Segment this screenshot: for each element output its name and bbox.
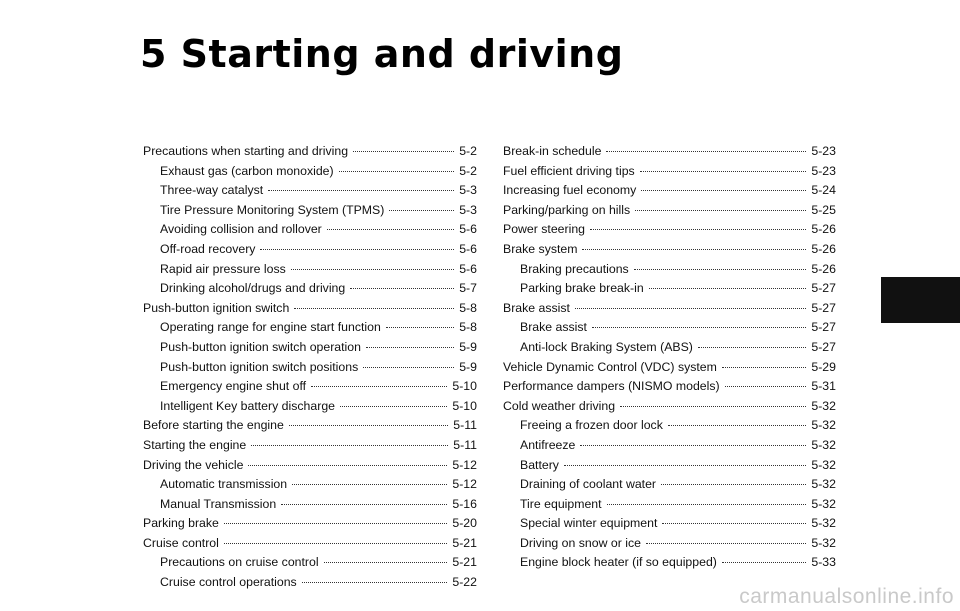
dot-leader bbox=[353, 150, 454, 152]
toc-entry[interactable] bbox=[503, 377, 836, 397]
toc-entry[interactable] bbox=[143, 181, 477, 201]
toc-entry-page: 5-8 bbox=[459, 320, 477, 335]
toc-entry[interactable] bbox=[143, 220, 477, 240]
dot-leader bbox=[661, 483, 806, 485]
toc-entry-label: Antifreeze bbox=[520, 437, 576, 452]
toc-entry-page: 5-6 bbox=[459, 241, 477, 256]
dot-leader bbox=[292, 483, 447, 485]
dot-leader bbox=[327, 228, 454, 230]
toc-entry[interactable] bbox=[503, 495, 836, 515]
toc-entry-page: 5-11 bbox=[453, 418, 477, 433]
toc-entry-page: 5-6 bbox=[459, 222, 477, 237]
toc-entry-page: 5-10 bbox=[452, 398, 477, 413]
dot-leader bbox=[224, 522, 448, 524]
dot-leader bbox=[698, 346, 806, 348]
toc-entry[interactable] bbox=[143, 318, 477, 338]
toc-entry[interactable] bbox=[503, 358, 836, 378]
toc-entry-page: 5-26 bbox=[811, 222, 836, 237]
dot-leader bbox=[575, 307, 806, 309]
dot-leader bbox=[311, 385, 447, 387]
toc-entry[interactable] bbox=[503, 318, 836, 338]
dot-leader bbox=[620, 405, 806, 407]
toc-entry-page: 5-32 bbox=[811, 516, 836, 531]
dot-leader bbox=[389, 209, 454, 211]
toc-entry[interactable] bbox=[503, 397, 836, 417]
toc-entry-label: Precautions on cruise control bbox=[160, 555, 319, 570]
toc-entry-label: Cold weather driving bbox=[503, 398, 616, 413]
toc-entry-label: Brake system bbox=[503, 241, 578, 256]
toc-entry-label: Vehicle Dynamic Control (VDC) system bbox=[503, 359, 717, 374]
dot-leader bbox=[662, 522, 806, 524]
toc-right-column bbox=[503, 142, 836, 573]
toc-entry-page: 5-10 bbox=[452, 379, 477, 394]
toc-entry-label: Parking brake bbox=[143, 516, 219, 531]
toc-entry-label: Three-way catalyst bbox=[160, 183, 264, 198]
toc-entry-label: Push-button ignition switch positions bbox=[160, 359, 359, 374]
watermark: carmanualsonline.info bbox=[739, 585, 954, 608]
toc-entry-label: Automatic transmission bbox=[160, 477, 288, 492]
toc-entry[interactable] bbox=[503, 338, 836, 358]
toc-entry-label: Push-button ignition switch operation bbox=[160, 339, 361, 354]
toc-entry[interactable] bbox=[503, 475, 836, 495]
toc-entry-label: Braking precautions bbox=[520, 261, 629, 276]
toc-entry[interactable] bbox=[143, 260, 477, 280]
chapter-tab bbox=[881, 277, 960, 323]
toc-entry-page: 5-12 bbox=[452, 457, 477, 472]
dot-leader bbox=[592, 326, 806, 328]
toc-entry[interactable] bbox=[503, 534, 836, 554]
toc-left-column bbox=[143, 142, 477, 593]
toc-entry-label: Drinking alcohol/drugs and driving bbox=[160, 281, 346, 296]
toc-entry-page: 5-27 bbox=[811, 300, 836, 315]
toc-entry[interactable] bbox=[143, 299, 477, 319]
dot-leader bbox=[224, 542, 448, 544]
toc-entry-page: 5-2 bbox=[459, 163, 477, 178]
toc-entry-label: Cruise control bbox=[143, 535, 219, 550]
toc-entry[interactable] bbox=[143, 397, 477, 417]
toc-entry-label: Freeing a frozen door lock bbox=[520, 418, 663, 433]
dot-leader bbox=[291, 268, 454, 270]
dot-leader bbox=[350, 287, 454, 289]
toc-entry-label: Brake assist bbox=[503, 300, 570, 315]
dot-leader bbox=[289, 424, 448, 426]
toc-entry-label: Engine block heater (if so equipped) bbox=[520, 555, 717, 570]
toc-entry[interactable] bbox=[143, 553, 477, 573]
toc-entry-page: 5-27 bbox=[811, 281, 836, 296]
toc-entry-page: 5-27 bbox=[811, 339, 836, 354]
toc-entry[interactable] bbox=[503, 553, 836, 573]
dot-leader bbox=[582, 248, 806, 250]
toc-entry-page: 5-32 bbox=[811, 496, 836, 511]
dot-leader bbox=[634, 268, 807, 270]
toc-entry-page: 5-32 bbox=[811, 418, 836, 433]
toc-entry-page: 5-32 bbox=[811, 398, 836, 413]
dot-leader bbox=[339, 170, 455, 172]
toc-entry-label: Battery bbox=[520, 457, 559, 472]
dot-leader bbox=[248, 464, 447, 466]
dot-leader bbox=[640, 170, 807, 172]
dot-leader bbox=[260, 248, 454, 250]
toc-entry-page: 5-32 bbox=[811, 477, 836, 492]
toc-entry-page: 5-6 bbox=[459, 261, 477, 276]
dot-leader bbox=[606, 150, 806, 152]
dot-leader bbox=[722, 561, 806, 563]
toc-entry-label: Special winter equipment bbox=[520, 516, 658, 531]
toc-entry[interactable] bbox=[503, 279, 836, 299]
toc-entry[interactable] bbox=[143, 436, 477, 456]
toc-entry-page: 5-33 bbox=[811, 555, 836, 570]
dot-leader bbox=[324, 561, 448, 563]
dot-leader bbox=[268, 189, 454, 191]
toc-entry-label: Tire Pressure Monitoring System (TPMS) bbox=[160, 202, 385, 217]
toc-entry-page: 5-23 bbox=[811, 163, 836, 178]
dot-leader bbox=[251, 444, 448, 446]
toc-entry-page: 5-2 bbox=[459, 144, 477, 158]
toc-entry[interactable] bbox=[143, 514, 477, 534]
dot-leader bbox=[646, 542, 806, 544]
toc-entry-label: Performance dampers (NISMO models) bbox=[503, 379, 720, 394]
toc-entry[interactable] bbox=[143, 475, 477, 495]
toc-entry-label: Operating range for engine start function bbox=[160, 320, 381, 335]
dot-leader bbox=[294, 307, 454, 309]
dot-leader bbox=[607, 503, 807, 505]
toc-entry-page: 5-23 bbox=[811, 144, 836, 158]
toc-entry-label: Intelligent Key battery discharge bbox=[160, 398, 335, 413]
toc-entry-page: 5-31 bbox=[811, 379, 836, 394]
toc-entry-label: Exhaust gas (carbon monoxide) bbox=[160, 163, 334, 178]
toc-entry-label: Off-road recovery bbox=[160, 241, 256, 256]
toc-entry[interactable] bbox=[503, 220, 836, 240]
toc-entry[interactable] bbox=[503, 162, 836, 182]
toc-entry-label: Fuel efficient driving tips bbox=[503, 163, 635, 178]
toc-entry-page: 5-8 bbox=[459, 300, 477, 315]
toc-entry-page: 5-24 bbox=[811, 183, 836, 198]
toc-entry-label: Cruise control operations bbox=[160, 575, 297, 590]
dot-leader bbox=[366, 346, 454, 348]
toc-entry-page: 5-27 bbox=[811, 320, 836, 335]
toc-entry-page: 5-26 bbox=[811, 261, 836, 276]
toc-entry-label: Manual Transmission bbox=[160, 496, 277, 511]
dot-leader bbox=[635, 209, 806, 211]
toc-entry[interactable] bbox=[503, 240, 836, 260]
chapter-title: 5 Starting and driving bbox=[140, 32, 624, 76]
toc-entry-label: Draining of coolant water bbox=[520, 477, 657, 492]
toc-entry[interactable] bbox=[143, 162, 477, 182]
dot-leader bbox=[641, 189, 806, 191]
toc-entry-page: 5-21 bbox=[452, 535, 477, 550]
toc-entry-page: 5-11 bbox=[453, 437, 477, 452]
toc-entry-label: Starting the engine bbox=[143, 437, 247, 452]
toc-entry-page: 5-20 bbox=[452, 516, 477, 531]
toc-entry[interactable] bbox=[143, 142, 477, 162]
toc-entry-label: Avoiding collision and rollover bbox=[160, 222, 322, 237]
toc-entry-label: Brake assist bbox=[520, 320, 587, 335]
toc-entry[interactable] bbox=[143, 377, 477, 397]
toc-entry[interactable] bbox=[143, 534, 477, 554]
dot-leader bbox=[590, 228, 806, 230]
toc-entry-label: Driving the vehicle bbox=[143, 457, 244, 472]
toc-entry[interactable] bbox=[143, 416, 477, 436]
toc-entry[interactable] bbox=[143, 279, 477, 299]
toc-entry[interactable] bbox=[143, 495, 477, 515]
toc-entry-page: 5-26 bbox=[811, 241, 836, 256]
dot-leader bbox=[564, 464, 806, 466]
toc-entry[interactable] bbox=[503, 416, 836, 436]
toc-entry[interactable] bbox=[143, 338, 477, 358]
toc-entry[interactable] bbox=[503, 260, 836, 280]
toc-entry-page: 5-25 bbox=[811, 202, 836, 217]
toc-entry-label: Rapid air pressure loss bbox=[160, 261, 286, 276]
dot-leader bbox=[725, 385, 807, 387]
toc-entry-label: Break-in schedule bbox=[503, 144, 602, 158]
toc-entry[interactable] bbox=[503, 514, 836, 534]
toc-entry[interactable] bbox=[143, 358, 477, 378]
dot-leader bbox=[302, 581, 448, 583]
dot-leader bbox=[580, 444, 806, 446]
toc-entry[interactable] bbox=[503, 299, 836, 319]
toc-entry-label: Tire equipment bbox=[520, 496, 602, 511]
toc-entry-page: 5-12 bbox=[452, 477, 477, 492]
toc-entry-label: Parking brake break-in bbox=[520, 281, 644, 296]
dot-leader bbox=[668, 424, 807, 426]
toc-entry-label: Anti-lock Braking System (ABS) bbox=[520, 339, 693, 354]
toc-entry-page: 5-9 bbox=[459, 339, 477, 354]
toc-entry-label: Driving on snow or ice bbox=[520, 535, 641, 550]
toc-entry-page: 5-29 bbox=[811, 359, 836, 374]
toc-entry-page: 5-3 bbox=[459, 202, 477, 217]
dot-leader bbox=[722, 366, 806, 368]
toc-entry[interactable] bbox=[503, 201, 836, 221]
toc-entry[interactable] bbox=[503, 456, 836, 476]
toc-entry-label: Before starting the engine bbox=[143, 418, 284, 433]
toc-entry[interactable] bbox=[143, 573, 477, 593]
dot-leader bbox=[649, 287, 807, 289]
toc-entry-page: 5-21 bbox=[452, 555, 477, 570]
toc-entry[interactable] bbox=[503, 142, 836, 162]
toc-entry-label: Emergency engine shut off bbox=[160, 379, 307, 394]
toc-entry-page: 5-32 bbox=[811, 457, 836, 472]
toc-entry-label: Precautions when starting and driving bbox=[143, 144, 349, 158]
toc-entry-label: Increasing fuel economy bbox=[503, 183, 637, 198]
toc-entry[interactable] bbox=[143, 201, 477, 221]
toc-entry-page: 5-7 bbox=[459, 281, 477, 296]
dot-leader bbox=[340, 405, 447, 407]
toc-entry-label: Power steering bbox=[503, 222, 586, 237]
toc-entry-label: Parking/parking on hills bbox=[503, 202, 631, 217]
toc-entry-page: 5-16 bbox=[452, 496, 477, 511]
toc-entry[interactable] bbox=[503, 181, 836, 201]
toc-entry[interactable] bbox=[143, 456, 477, 476]
toc-entry-page: 5-9 bbox=[459, 359, 477, 374]
dot-leader bbox=[363, 366, 454, 368]
toc-entry-page: 5-32 bbox=[811, 437, 836, 452]
toc-entry-label: Push-button ignition switch bbox=[143, 300, 290, 315]
toc-entry-page: 5-22 bbox=[452, 575, 477, 590]
dot-leader bbox=[386, 326, 454, 328]
toc-entry-page: 5-3 bbox=[459, 183, 477, 198]
toc-entry-page: 5-32 bbox=[811, 535, 836, 550]
toc-entry[interactable] bbox=[503, 436, 836, 456]
dot-leader bbox=[281, 503, 447, 505]
toc-entry[interactable] bbox=[143, 240, 477, 260]
